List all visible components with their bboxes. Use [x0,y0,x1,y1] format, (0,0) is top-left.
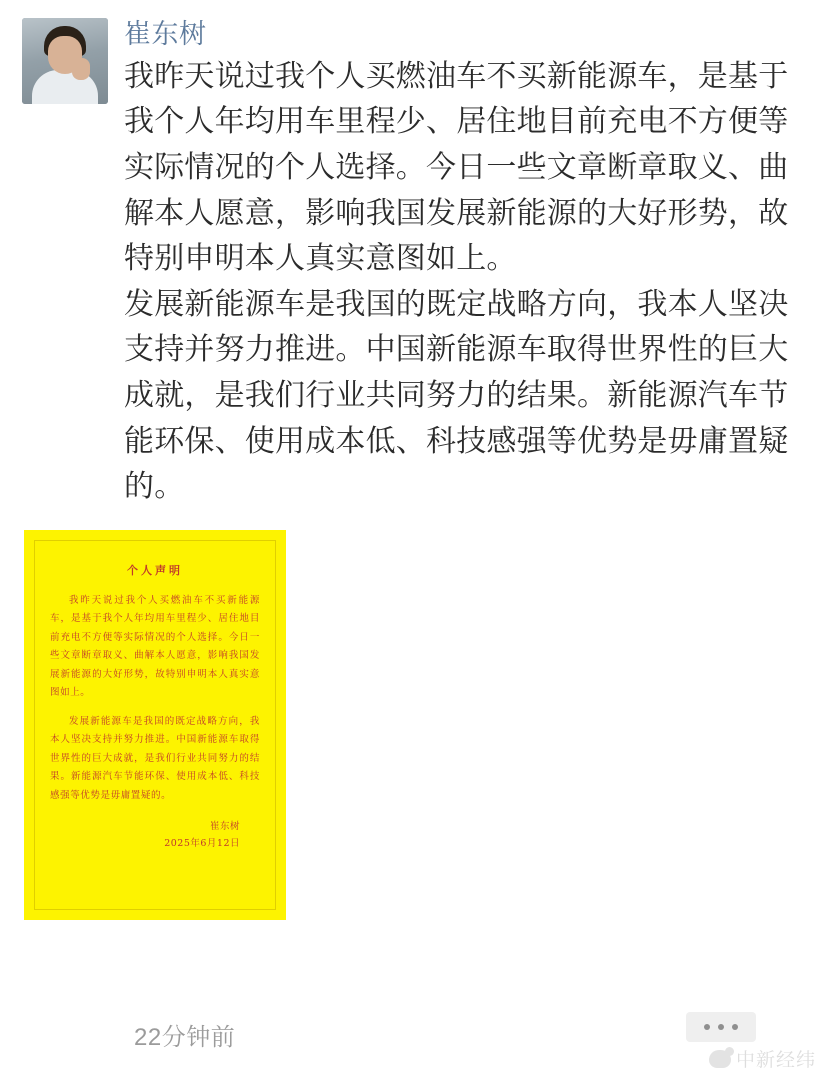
handwritten-statement-image[interactable] [24,530,286,920]
note-paragraph-1: 我昨天说过我个人买燃油车不买新能源车，是基于我个人年均用车里程少、居住地目前充电不方便等实际情况的个人选择。今日一些文章断章取义、曲解本人愿意，影响我国发展新能源的大好形势，故特别申明本人真实意图如上。 [50,594,260,699]
note-title: 个人声明 [127,563,183,577]
post-paragraph-2: 发展新能源车是我国的既定战略方向，我本人坚决支持并努力推进。中国新能源车取得世界性的巨大成就，是我们行业共同努力的结果。新能源汽车节能环保、使用成本低、科技感强等优势是毋庸置疑的。 [124,287,789,504]
dot-icon [718,1024,724,1030]
watermark-text: 中新经纬 [735,1050,816,1071]
attached-image-wrapper[interactable] [24,530,806,920]
post-timestamp: 22分钟前 [134,1024,236,1051]
watermark [709,1045,816,1072]
note-signature [36,819,274,851]
author-name[interactable]: 崔东树 [124,19,207,49]
note-signature-date: 2025年6月12日 [164,837,240,849]
post-content [124,18,806,510]
avatar-hand [72,58,90,80]
dot-icon [732,1024,738,1030]
note-paragraph-2: 发展新能源车是我国的既定战略方向，我本人坚决支持并努力推进。中国新能源车取得世界性的巨大成就，是我们行业共同努力的结果。新能源汽车节能环保、使用成本低、科技感强等优势是毋庸置疑的。 [50,715,260,801]
more-options-button[interactable] [686,1012,756,1042]
avatar[interactable] [22,18,108,104]
post-body [124,54,806,510]
weibo-icon [709,1050,731,1068]
post-paragraph-1: 我昨天说过我个人买燃油车不买新能源车，是基于我个人年均用车里程少、居住地目前充电不方便等实际情况的个人选择。今日一些文章断章取义、曲解本人愿意，影响我国发展新能源的大好形势，故特别申明本人真实意图如上。 [124,59,789,276]
note-body [36,592,274,806]
post-header [22,18,806,510]
post-footer [0,1004,830,1080]
dot-icon [704,1024,710,1030]
note-signature-name: 崔东树 [209,821,240,833]
